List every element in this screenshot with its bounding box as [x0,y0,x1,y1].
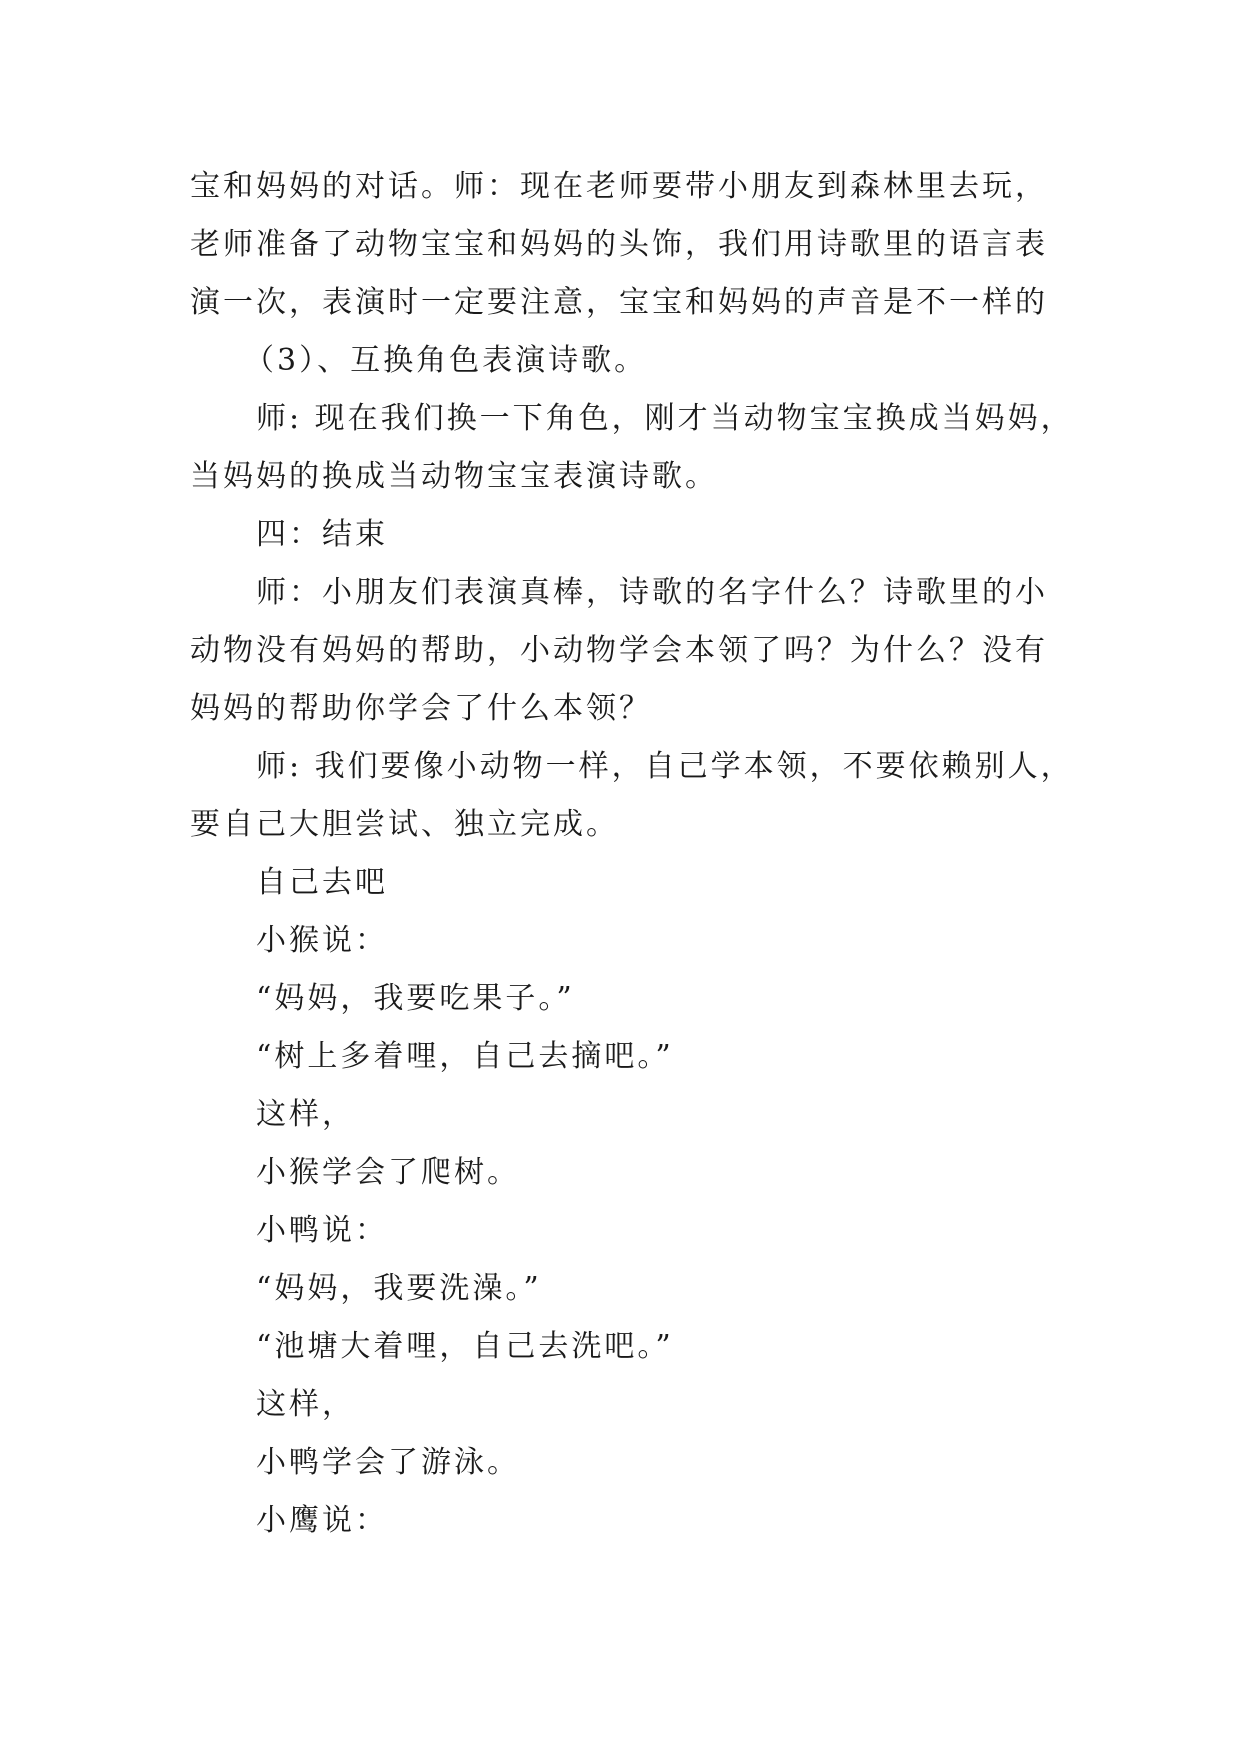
section-heading: （3）、互换角色表演诗歌。 [244,343,648,378]
poem-line: “妈妈，我要吃果子。” [256,981,575,1016]
text-line: 当妈妈的换成当动物宝宝表演诗歌。 [190,459,718,494]
poem-title: 自己去吧 [256,865,388,900]
text-line: 宝和妈妈的对话。师：现在老师要带小朋友到森林里去玩， [190,169,1048,204]
text-line: 妈妈的帮助你学会了什么本领？ [190,691,652,726]
poem-line: “池塘大着哩，自己去洗吧。” [256,1329,674,1364]
text-line: 要自己大胆尝试、独立完成。 [190,807,619,842]
text-line: 演一次，表演时一定要注意，宝宝和妈妈的声音是不一样的 [190,285,1048,320]
section-heading: 四：结束 [256,517,388,552]
document-body [190,158,1074,1550]
poem-line: 小猴说： [256,923,388,958]
poem-line: 小鹰说： [256,1503,388,1538]
poem-line: 这样， [256,1387,355,1422]
poem-line: 小猴学会了爬树。 [256,1155,520,1190]
text-line: 师: 我们要像小动物一样，自己学本领，不要依赖别人， [256,749,1074,784]
poem-line: “妈妈，我要洗澡。” [256,1271,542,1306]
text-line: 师：小朋友们表演真棒，诗歌的名字什么？诗歌里的小 [256,575,1048,610]
text-line: 师: 现在我们换一下角色，刚才当动物宝宝换成当妈妈， [256,401,1074,436]
poem-line: 小鸭学会了游泳。 [256,1445,520,1480]
poem-line: 这样， [256,1097,355,1132]
text-line: 动物没有妈妈的帮助，小动物学会本领了吗？为什么？没有 [190,633,1048,668]
poem-line: 小鸭说： [256,1213,388,1248]
text-line: 老师准备了动物宝宝和妈妈的头饰，我们用诗歌里的语言表 [190,227,1048,262]
poem-line: “树上多着哩，自己去摘吧。” [256,1039,674,1074]
